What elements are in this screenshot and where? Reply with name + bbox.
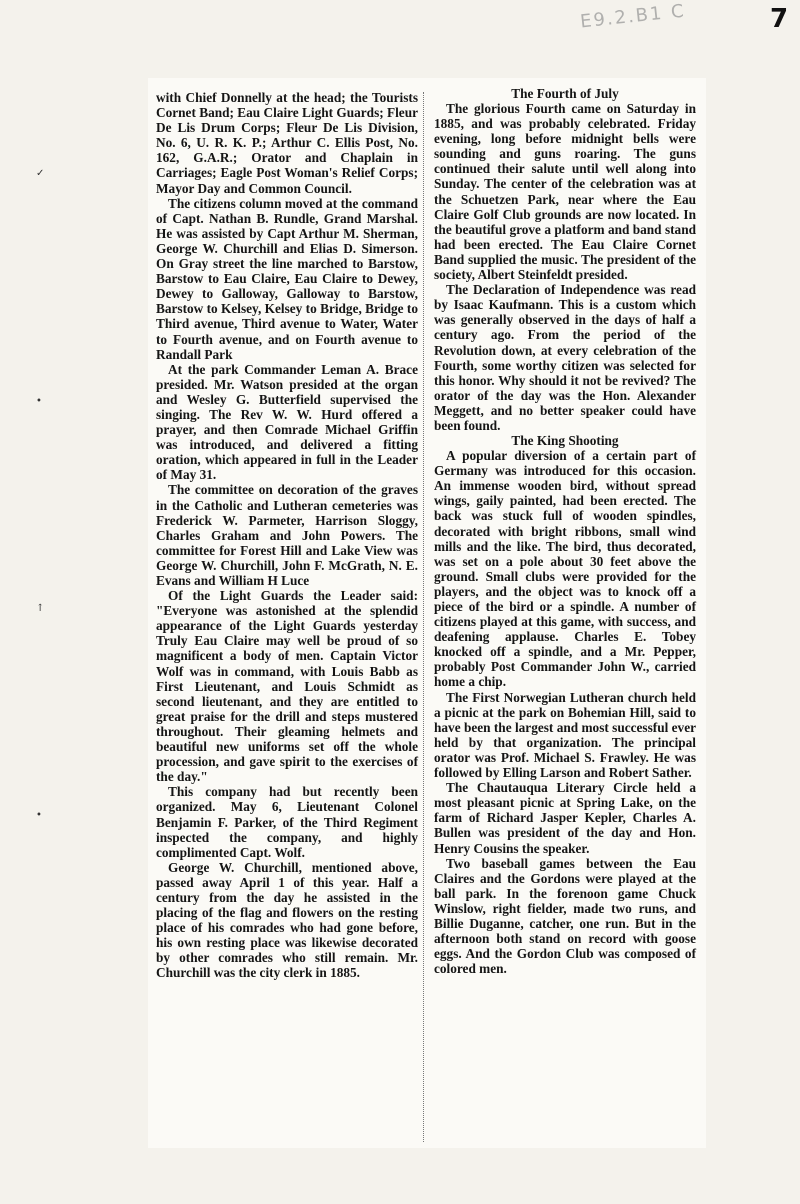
article-paragraph: This company had but recently been organized. May 6, Lieutenant Colonel Benjamin F. Parker, of the Third Regiment inspected the company, and highly complimented Capt. Wolf. [156,784,418,860]
article-paragraph: The First Norwegian Lutheran church held a picnic at the park on Bohemian Hill, said to have been the largest and most successful ever held by that organization. The principal orator was Prof. Michael S. Frawley. He was followed by Elling Larson and Robert Sather. [434,689,696,781]
article-paragraph: George W. Churchill, mentioned above, passed away April 1 of this year. Half a century from the day he assisted in the placing of the flag and flowers on the resting place of his comrades who had gone before, his own resting place was likewise decorated by other comrades who still remain. Mr. Churchill was the city clerk in 1885. [156,859,418,981]
article-paragraph: The committee on decoration of the graves in the Catholic and Lutheran cemeteries was Frederick W. Parmeter, Harrison Sloggy, Charles Graham and John Powers. The committee for Forest Hill and Lake View was George W. Churchill, John F. McGrath, N. E. Evans and William H Luce [156,482,418,588]
article-paragraph: The Declaration of Independence was read by Isaac Kaufmann. This is a custom which was generally observed in the days of half a century ago. From the period of the Revolution down, at every celebration of the Fourth, some worthy citizen was selected for this honor. Why should it not be revived? The orator of the day was the Hon. Alexander Meggett, and no better speaker could have been found. [434,282,696,433]
left-column [156,90,418,981]
margin-mark: ✓ [36,168,45,179]
margin-mark: • [36,396,42,407]
corner-handwritten-note: E9.2.B1 C [579,0,687,33]
section-heading-fourth-of-july: The Fourth of July [511,86,619,101]
page-number: 7 [770,4,789,34]
article-paragraph: Two baseball games between the Eau Claires and the Gordons were played at the ball park. In the forenoon game Chuck Winslow, right fielder, made two runs, and Billie Duganne, catcher, one run. But in the afternoon both stand on record with goose eggs. And the Gordon Club was composed of colored men. [434,855,696,977]
margin-mark: • [36,810,42,821]
article-paragraph: The Chautauqua Literary Circle held a most pleasant picnic at Spring Lake, on the farm of Richard Jasper Kepler, Charles A. Bullen was president of the day and Hon. Henry Cousins the speaker. [434,780,696,856]
article-paragraph: The citizens column moved at the command of Capt. Nathan B. Rundle, Grand Marshal. He was assisted by Capt Arthur M. Sherman, George W. Churchill and Elias D. Simerson. On Gray street the line marched to Barstow, Barstow to Eau Claire, Eau Claire to Dewey, Dewey to Galloway, Galloway to Barstow, Barstow to Kelsey, Kelsey to Bridge, Bridge to Third avenue, Third avenue to Water, Water to Fourth avenue, and on Fourth avenue to Randall Park [156,195,418,362]
section-heading-king-shooting: The King Shooting [511,433,619,449]
article-paragraph: The glorious Fourth came on Saturday in 1885, and was probably celebrated. Friday evening, long before midnight bells were sounding and guns roaring. The guns continued their salute until well along into Sunday. The center of the celebration was at the Schuetzen Park, near where the Eau Claire Golf Club grounds are now located. In the beautiful grove a platform and band stand had been erected. The Eau Claire Cornet Band supplied the music. The president of the society, Albert Steinfeldt presided. [434,101,696,283]
margin-mark: ↑ [36,603,45,614]
article-paragraph: A popular diversion of a certain part of Germany was introduced for this occasion. An immense wooden bird, without spread wings, gaily painted, had been erected. The back was stuck full of wooden spindles, decorated with bright ribbons, small wind mills and the like. The bird, thus decorated, was set on a pole about 30 feet above the ground. Small clubs were provided for the players, and the object was to knock off a piece of the bird or a spindle. A number of citizens played at this game, with success, and deafening applause. Charles E. Tobey knocked off a spindle, and a Mr. Pepper, probably Post Commander John W., carried home a chip. [434,448,696,690]
right-column [434,86,696,976]
article-paragraph: with Chief Donnelly at the head; the Tourists Cornet Band; Eau Claire Light Guards; Fleur De Lis Drum Corps; Fleur De Lis Division, No. 6, U. R. K. P.; Arthur C. Ellis Post, No. 162, G.A.R.; Orator and Chaplain in Carriages; Eagle Post Woman's Relief Corps; Mayor Day and Common Council. [156,90,419,196]
article-paragraph: At the park Commander Leman A. Brace presided. Mr. Watson presided at the organ and Wesley G. Butterfield supervised the singing. The Rev W. W. Hurd offered a prayer, and then Comrade Michael Griffin was introduced, and delivered a fitting oration, which appeared in full in the Leader of May 31. [156,361,418,483]
column-divider [423,92,424,1142]
article-paragraph: Of the Light Guards the Leader said: "Everyone was astonished at the splendid appearance of the Light Guards yesterday Truly Eau Claire may well be proud of so magnificent a body of men. Captain Victor Wolf was in command, with Louis Babb as First Lieutenant, and Louis Schmidt as second lieutenant, and they are entitled to great praise for the drill and steps mustered throughout. Their gleaming helmets and beautiful new uniforms set off the whole procession, and gave spirit to the exercises of the day." [156,588,418,785]
